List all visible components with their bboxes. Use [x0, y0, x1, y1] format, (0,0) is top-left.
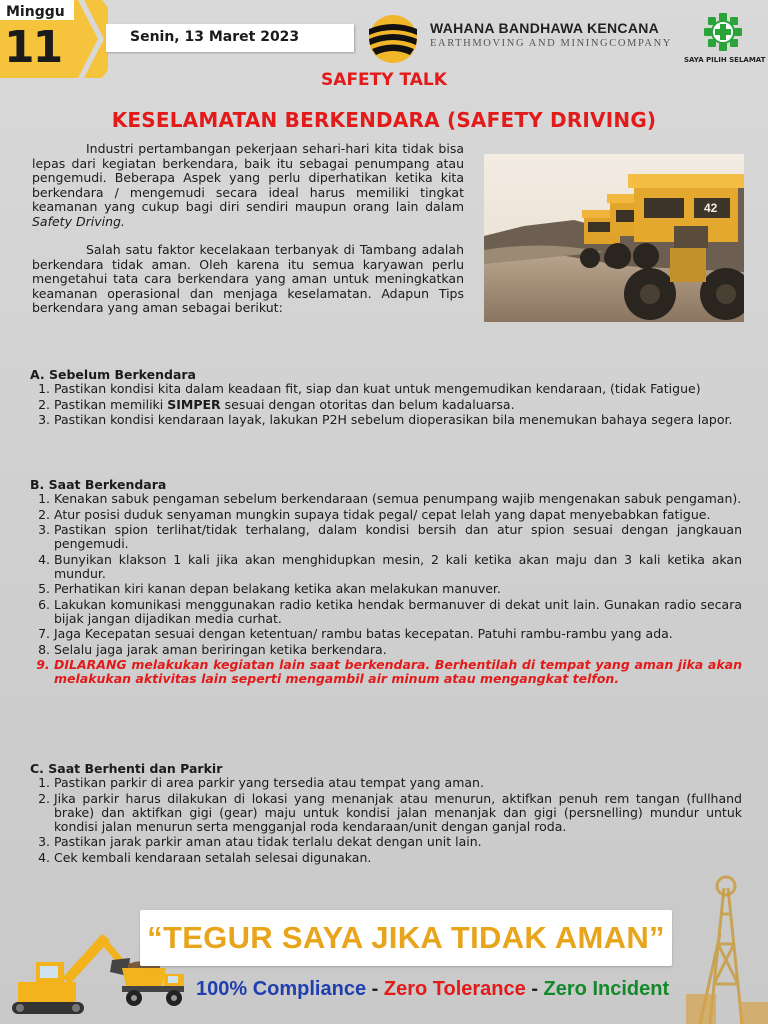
k3-slogan: SAYA PILIH SELAMAT — [684, 56, 766, 64]
week-label: Minggu — [6, 4, 65, 20]
company-block — [430, 20, 672, 49]
section-c-title: C. Saat Berhenti dan Parkir — [30, 761, 223, 776]
warning-list-item: 9. DILARANG melakukan kegiatan lain saat berkendara. Berhentilah di tempat yang aman jika akan melakukan aktivitas lain seperti mengambil air minum atau mengangkat telfon. — [54, 658, 742, 686]
zero-incident-text: Zero Incident — [543, 978, 670, 1000]
item-text: sesuai dengan otoritas dan belum kadaluarsa. — [220, 396, 515, 412]
date-box — [106, 24, 354, 52]
intro-text — [32, 142, 464, 330]
week-number: 11 — [4, 22, 62, 73]
item-text: Pastikan memiliki — [54, 396, 168, 412]
truck-number: 42 — [704, 201, 718, 215]
list-item: 1. Kenakan sabuk pengaman sebelum berkendaraan (semua penumpang wajib mengenakan sabuk pengaman). — [54, 492, 742, 506]
list-item: 4. Cek kembali kendaraan setalah selesai digunakan. — [54, 851, 742, 865]
simper-keyword: SIMPER — [167, 396, 221, 412]
footer-slogan — [196, 978, 669, 1001]
zero-tolerance-text: Zero Tolerance — [383, 978, 526, 1000]
intro-p1-text: Industri pertambangan pekerjaan sehari-hari kita tidak bisa lepas dari kegiatan berkendara, baik itu sebagai penumpang atau pengemudi. Beberapa Aspek yang perlu diperhatikan ketika kita berkendara / mengemudi secara ideal harus memiliki tingkat keamanan yang cukup bagi diri sendiri maupun orang lain dalam — [32, 141, 464, 214]
section-b-title: B. Saat Berkendara — [30, 477, 167, 492]
list-item: 2. Atur posisi duduk senyaman mungkin supaya tidak pegal/ cepat lelah yang dapat menyebabkan fatigue. — [54, 508, 742, 522]
compliance-text: 100% Compliance — [196, 978, 367, 1000]
section-c — [30, 762, 742, 866]
company-logo-icon — [362, 14, 424, 64]
separator: - — [525, 978, 544, 1000]
list-item — [54, 398, 742, 412]
list-item: 1. Pastikan parkir di area parkir yang tersedia atau tempat yang aman. — [54, 776, 742, 790]
list-item: 4. Bunyikan klakson 1 kali jika akan menghidupkan mesin, 2 kali ketika akan maju dan 3 kali ketika akan mundur. — [54, 553, 742, 581]
company-name: WAHANA BANDHAWA KENCANA — [430, 20, 660, 36]
list-item: 1. Pastikan kondisi kita dalam keadaan fit, siap dan kuat untuk mengemudikan kendaraan, (tidak Fatigue) — [54, 382, 742, 396]
mine-headframe-icon — [680, 874, 768, 1024]
k3-logo — [684, 12, 766, 64]
list-item: 2. Jika parkir harus dilakukan di lokasi yang menanjak atau menurun, aktifkan penuh rem tangan (fullhand brake) dan aktifkan gigi (gear) maju untuk kondisi jalan menanjak dan gigi (persnelling) mundur untuk kondisi jalan menurun serta mengganjal roda kendaraan/unit dengan ganjal roda. — [54, 792, 742, 834]
separator: - — [366, 978, 384, 1000]
slogan-banner — [140, 910, 672, 966]
intro-paragraph-2: Salah satu faktor kecelakaan terbanyak di Tambang adalah berkendara tidak aman. Oleh karena itu semua karyawan perlu mengetahui tata cara berkendara yang aman untuk meningkatkan keamanan operasional dan menjaga keselamatan. Adapun Tips berkendara yang aman sebagai berikut: — [32, 242, 464, 315]
haul-trucks-photo — [484, 154, 744, 322]
company-subtitle: EARTHMOVING AND MININGCOMPANY — [430, 38, 672, 49]
k3-cross-icon — [704, 12, 742, 52]
week-badge — [0, 0, 108, 78]
list-item: 5. Perhatikan kiri kanan depan belakang ketika akan melakukan manuver. — [54, 582, 742, 596]
list-item: 3. Pastikan jarak parkir aman atau tidak terlalu dekat dengan unit lain. — [54, 835, 742, 849]
section-b — [30, 478, 742, 688]
date-text: Senin, 13 Maret 2023 — [130, 29, 300, 45]
list-item: 7. Jaga Kecepatan sesuai dengan ketentuan/ rambu batas kecepatan. Patuhi rambu-rambu yang ada. — [54, 627, 742, 641]
dump-truck-icon — [118, 960, 190, 1008]
intro-p1-italic: Safety Driving. — [32, 213, 125, 229]
list-item: 6. Lakukan komunikasi menggunakan radio ketika hendak bermanuver di dekat unit lain. Gunakan radio secara bijak jangan dijadikan media curhat. — [54, 598, 742, 626]
list-item: 3. Pastikan spion terlihat/tidak terhalang, dalam kondisi bersih dan atur spion sesuai dengan jangkauan pengemudi. — [54, 523, 742, 551]
intro-paragraph-1 — [32, 142, 464, 229]
safety-talk-title: SAFETY TALK — [321, 70, 447, 90]
list-item: 8. Selalu jaga jarak aman beriringan ketika berkendara. — [54, 643, 742, 657]
list-item: 3. Pastikan kondisi kendaraan layak, lakukan P2H sebelum dioperasikan bila menemukan bahaya segera lapor. — [54, 413, 742, 427]
section-a — [30, 368, 742, 429]
section-a-title: A. Sebelum Berkendara — [30, 367, 196, 382]
main-title: KESELAMATAN BERKENDARA (SAFETY DRIVING) — [111, 108, 657, 132]
slogan-text: “TEGUR SAYA JIKA TIDAK AMAN” — [147, 920, 665, 955]
